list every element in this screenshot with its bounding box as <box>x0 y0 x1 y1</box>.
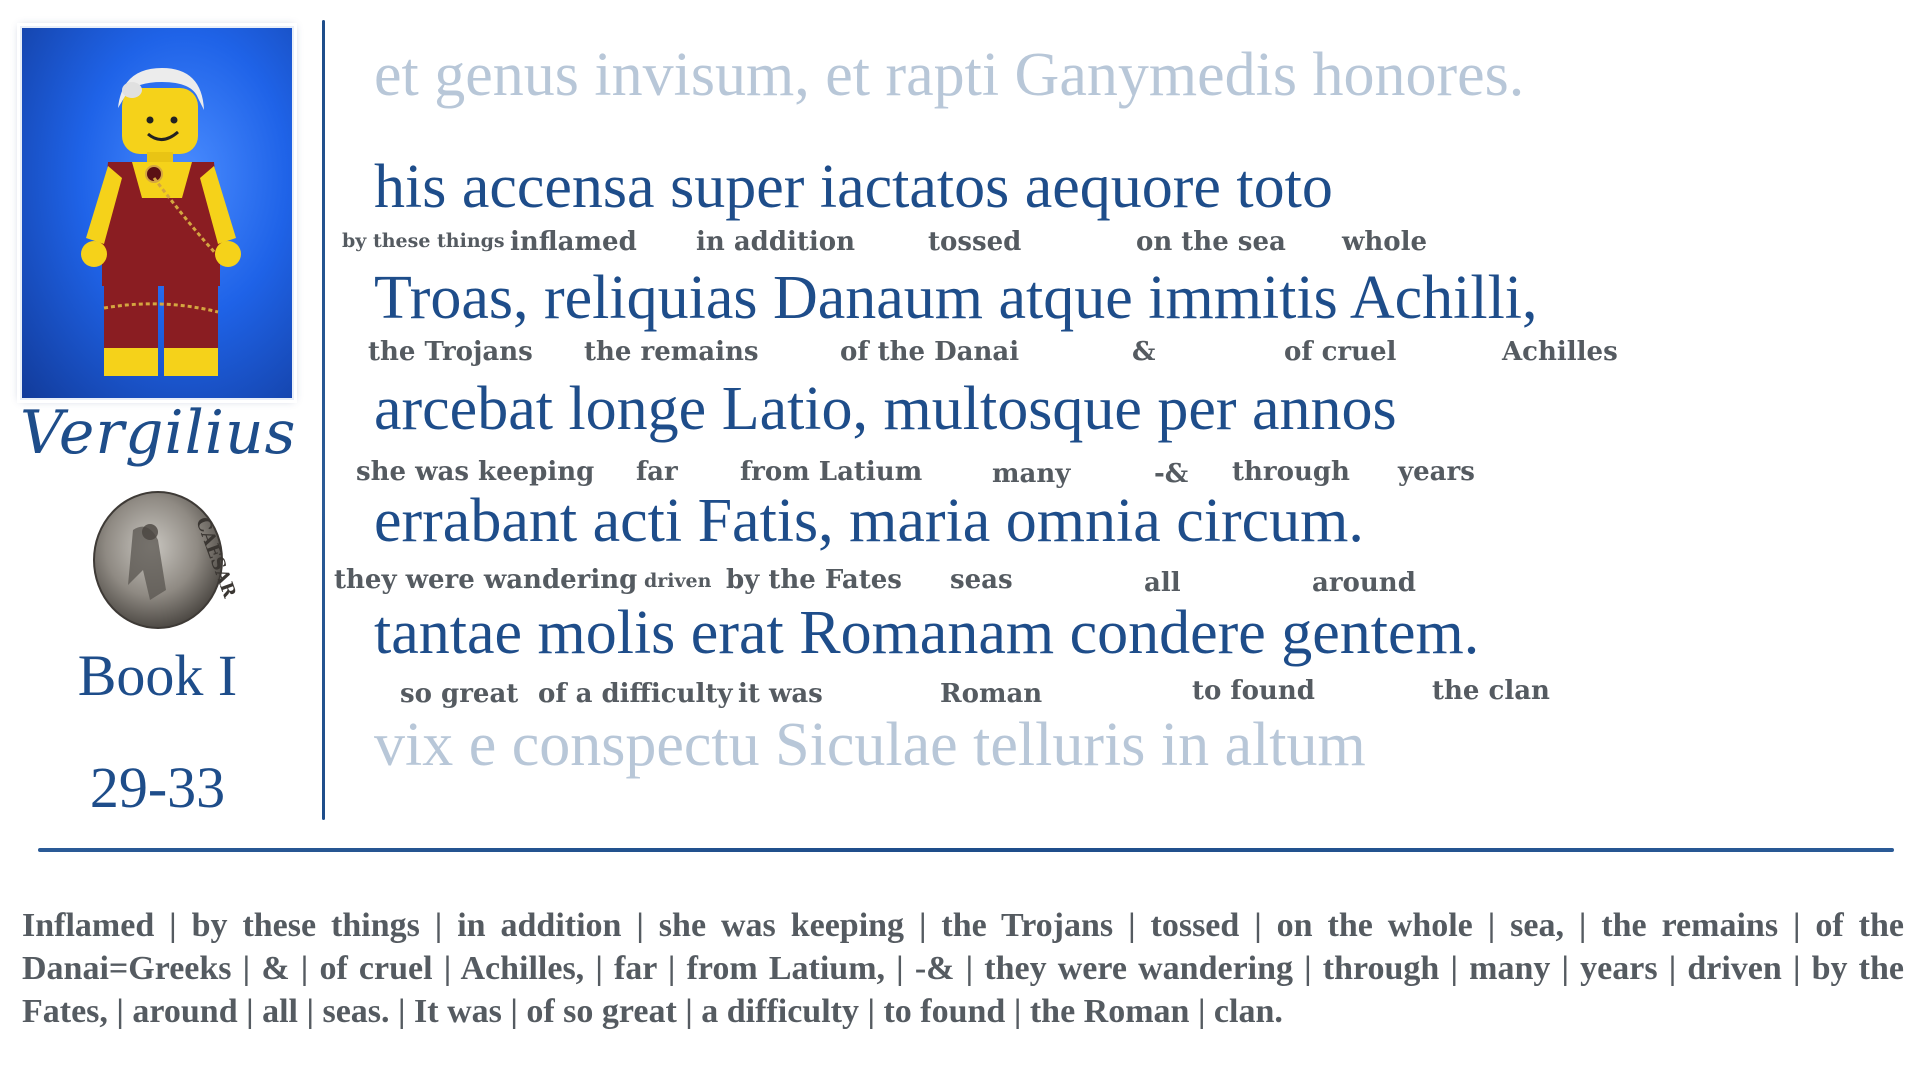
author-portrait <box>20 26 294 400</box>
gloss: the clan <box>1432 676 1550 706</box>
gloss: Roman <box>940 679 1043 709</box>
lego-roman-figure-icon <box>22 28 292 398</box>
horizontal-divider <box>38 848 1894 852</box>
gloss: they were wandering <box>334 565 638 595</box>
book-label: Book I <box>77 643 238 708</box>
gloss: of the Danai <box>840 337 1020 367</box>
gloss: it was <box>738 679 823 709</box>
gloss: Achilles <box>1502 337 1618 367</box>
gloss: the Trojans <box>368 337 533 367</box>
translation-paragraph: Inflamed | by these things | in addition | she was keeping | the Trojans | tossed | on the whole | sea, | the remains | of the Danai=Greeks | & | of cruel | Achilles, | far | from Latium, | -& | they were wandering | through | many | years | driven | by the Fates, | around | all | seas. | It was | of so great | a difficulty | to found | the Roman | clan. <box>22 907 1904 1030</box>
gloss: in addition <box>696 227 856 257</box>
gloss: the remains <box>584 337 759 367</box>
gloss: far <box>636 457 678 487</box>
vertical-divider <box>322 20 325 820</box>
gloss: of cruel <box>1284 337 1397 367</box>
gloss: from Latium <box>740 457 923 487</box>
gloss: of a difficulty <box>538 679 733 709</box>
previous-line: et genus invisum, et rapti Ganymedis honores. <box>374 41 1525 109</box>
gloss: & <box>1132 337 1156 367</box>
gloss: by the Fates <box>726 565 902 595</box>
latin-line-29: his accensa super iactatos aequore toto <box>374 153 1333 221</box>
gloss: seas <box>950 565 1013 595</box>
gloss: by these things <box>342 230 505 252</box>
gloss: inflamed <box>510 227 637 257</box>
gloss: through <box>1232 457 1350 487</box>
gloss: whole <box>1342 227 1428 257</box>
coin-inscription: CAESAR <box>191 514 240 601</box>
latin-line-30: Troas, reliquias Danaum atque immitis Achilli, <box>374 264 1538 332</box>
latin-line-33: tantae molis erat Romanam condere gentem. <box>374 599 1480 667</box>
gloss: -& <box>1154 459 1189 489</box>
author-name: Vergilius <box>20 398 297 468</box>
gloss: she was keeping <box>356 457 595 487</box>
gloss: years <box>1398 457 1475 487</box>
gloss: many <box>992 459 1071 489</box>
gloss: tossed <box>928 227 1022 257</box>
gloss: to found <box>1192 676 1315 706</box>
gloss: around <box>1312 568 1416 598</box>
gloss: so great <box>400 679 519 709</box>
line-range: 29-33 <box>89 755 226 820</box>
latin-line-31: arcebat longe Latio, multosque per annos <box>374 375 1397 443</box>
gloss: on the sea <box>1136 227 1286 257</box>
gloss: driven <box>644 570 712 592</box>
coin-image <box>88 490 240 630</box>
gloss: all <box>1144 568 1181 598</box>
next-line: vix e conspectu Siculae telluris in altum <box>374 711 1366 779</box>
latin-line-32: errabant acti Fatis, maria omnia circum. <box>374 487 1364 555</box>
roman-coin-icon <box>88 490 240 630</box>
